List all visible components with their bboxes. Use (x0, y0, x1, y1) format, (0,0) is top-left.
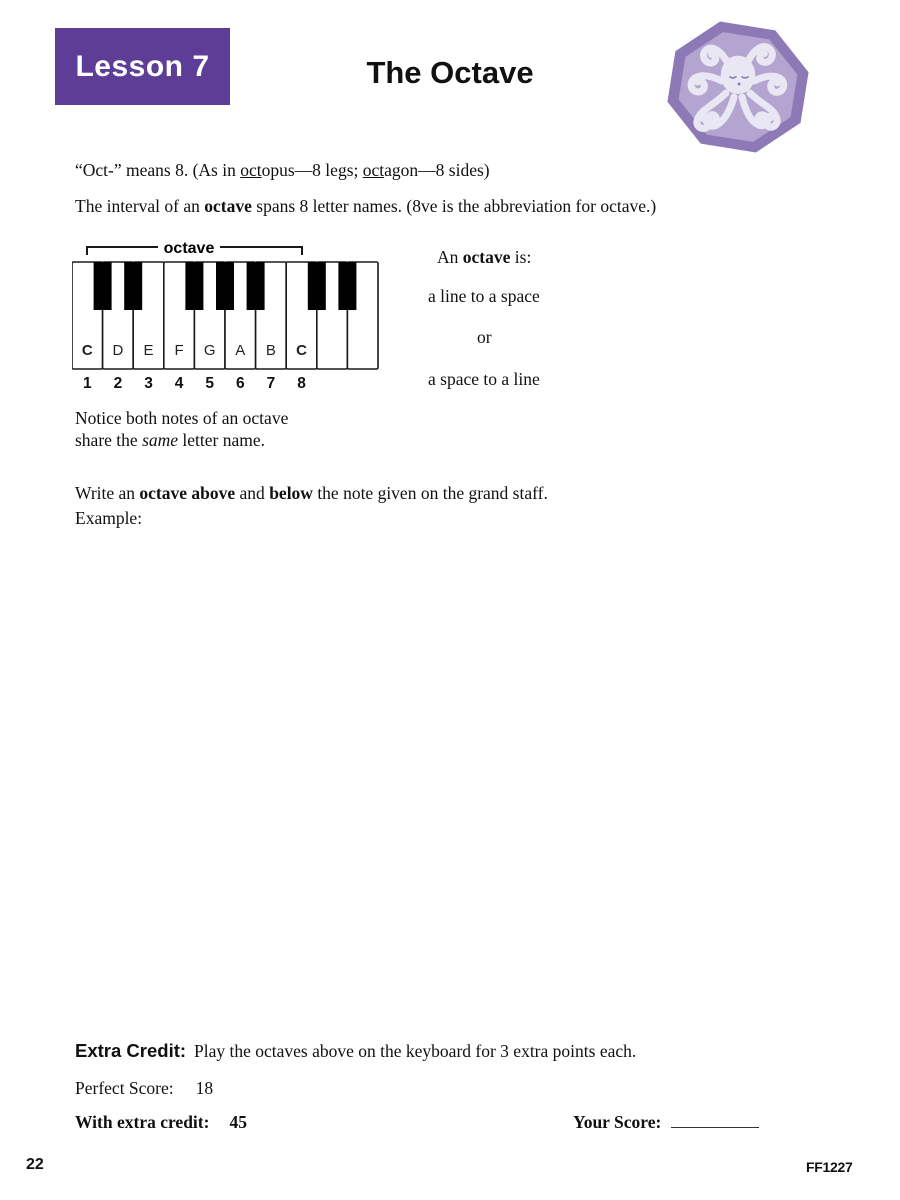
key-number: 8 (297, 375, 306, 392)
key-letter: C (296, 342, 307, 359)
example-label: Example: (75, 508, 143, 528)
key-number: 7 (266, 375, 276, 392)
octopus-head (721, 56, 755, 95)
key-number: 6 (235, 375, 245, 392)
notice-paragraph: Notice both notes of an octave share the same letter name. (75, 408, 289, 450)
key-number-labels (83, 375, 306, 392)
your-score-blank[interactable] (671, 1113, 759, 1128)
key-number: 1 (82, 375, 92, 392)
key-number: 2 (113, 375, 123, 392)
task-instruction: Write an octave above and below the note given on the grand staff. (75, 483, 548, 503)
page-number: 22 (26, 1156, 44, 1173)
octave-staff-line-to-space (573, 260, 848, 318)
octopus-octagon-logo (652, 12, 824, 162)
perfect-score-value: 18 (195, 1078, 214, 1098)
keyboard-diagram (72, 242, 382, 394)
extra-credit-line: Extra Credit: Play the octaves above on the keyboard for 3 extra points each. (75, 1040, 637, 1061)
with-extra-credit-line: With extra credit: 45 (75, 1112, 247, 1132)
octave-staff-space-to-line (573, 346, 848, 404)
black-keys (94, 262, 357, 310)
catalog-code: FF1227 (806, 1159, 853, 1175)
with-extra-value: 45 (229, 1112, 247, 1132)
space-to-line-label: a space to a line (428, 369, 540, 389)
key-letter: F (174, 342, 184, 359)
key-letter: A (235, 342, 246, 359)
key-number: 3 (144, 375, 153, 392)
oct-means-paragraph: “Oct-” means 8. (As in octopus—8 legs; octagon—8 sides) (75, 160, 490, 180)
an-octave-is-label: An octave is: (437, 247, 532, 267)
key-letter: C (81, 342, 93, 359)
key-letter: E (143, 342, 154, 359)
page-title: The Octave (366, 55, 534, 90)
key-number: 5 (205, 375, 215, 392)
extra-credit-label: Extra Credit: (75, 1040, 187, 1061)
line-to-space-label: a line to a space (428, 286, 540, 306)
or-label: or (477, 327, 492, 347)
key-letter: B (265, 342, 276, 359)
key-letter: G (203, 342, 216, 359)
your-score-line: Your Score: (573, 1112, 759, 1133)
interval-paragraph: The interval of an octave spans 8 letter names. (8ve is the abbreviation for octave.) (75, 196, 657, 216)
lesson-label: Lesson 7 (75, 49, 210, 83)
key-number: 4 (174, 375, 184, 392)
perfect-score-line: Perfect Score: 18 (75, 1078, 214, 1098)
key-letter: D (112, 342, 124, 359)
lesson-number-box (55, 28, 230, 105)
octave-bracket-label: octave (163, 242, 215, 257)
